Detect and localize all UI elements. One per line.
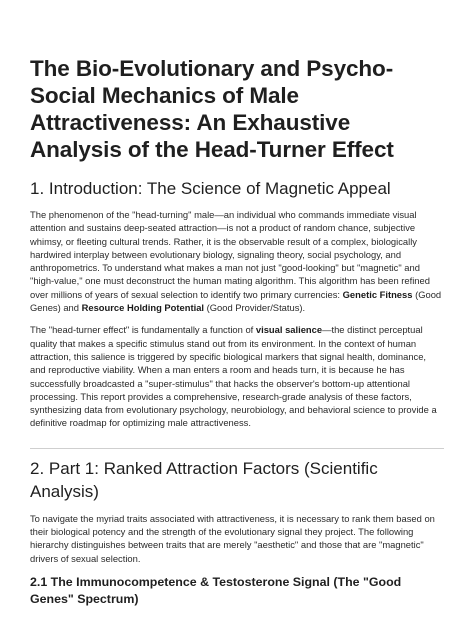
section-2-paragraph-1: To navigate the myriad traits associated with attractiveness, it is necessary to rank them based on their biological potency and the strength of the evolutionary signal they project. The following hierarchy distinguishes between traits that are merely "aesthetic" and those that are "magnetic" drivers of sexual selection. xyxy=(30,512,435,564)
section-divider xyxy=(30,448,444,449)
section-1-heading: 1. Introduction: The Science of Magnetic Appeal xyxy=(30,179,391,198)
section-1-paragraph-2: The "head-turner effect" is fundamentally a function of visual salience—the distinct perceptual quality that makes a specific stimulus stand out from its environment. In the context of human attraction, this salience is triggered by specific biological markers that signal health, dominance, and reproductive viability. When a man enters a room and heads turn, it is because he has successfully broadcasted a "super-stimulus" that hacks the observer's bottom-up attentional processing. This report provides a comprehensive, research-grade analysis of these factors, synthesizing data from evolutionary psychology, neurobiology, and behavioral science to provide a definitive roadmap for optimizing male attractiveness. xyxy=(30,324,437,429)
section-1-paragraph-1: The phenomenon of the "head-turning" male—an individual who commands immediate visual attention and sustains deep-seated attraction—is not a product of random chance, subjective whimsy, or fleeting cultural trends. Rather, it is the observable result of a complex, biologically hardwired interplay between evolutionary biology, signaling theory, social psychology, and anthropometrics. To understand what makes a man not just "good-looking" but "magnetic" and "high-value," one must deconstruct the human mating algorithm. This algorithm has been refined over millions of years of sexual selection to identify two primary currencies: Genetic Fitness (Good Genes) and Resource Holding Potential (Good Provider/Status). xyxy=(30,209,442,314)
document-title: The Bio-Evolutionary and Psycho-Social Mechanics of Male Attractiveness: An Exhaustive Analysis of the Head-Turner Effect xyxy=(30,56,394,162)
section-2-heading: 2. Part 1: Ranked Attraction Factors (Scientific Analysis) xyxy=(30,458,378,501)
subsection-2-1-heading: 2.1 The Immunocompetence & Testosterone Signal (The "Good Genes" Spectrum) xyxy=(30,574,402,606)
